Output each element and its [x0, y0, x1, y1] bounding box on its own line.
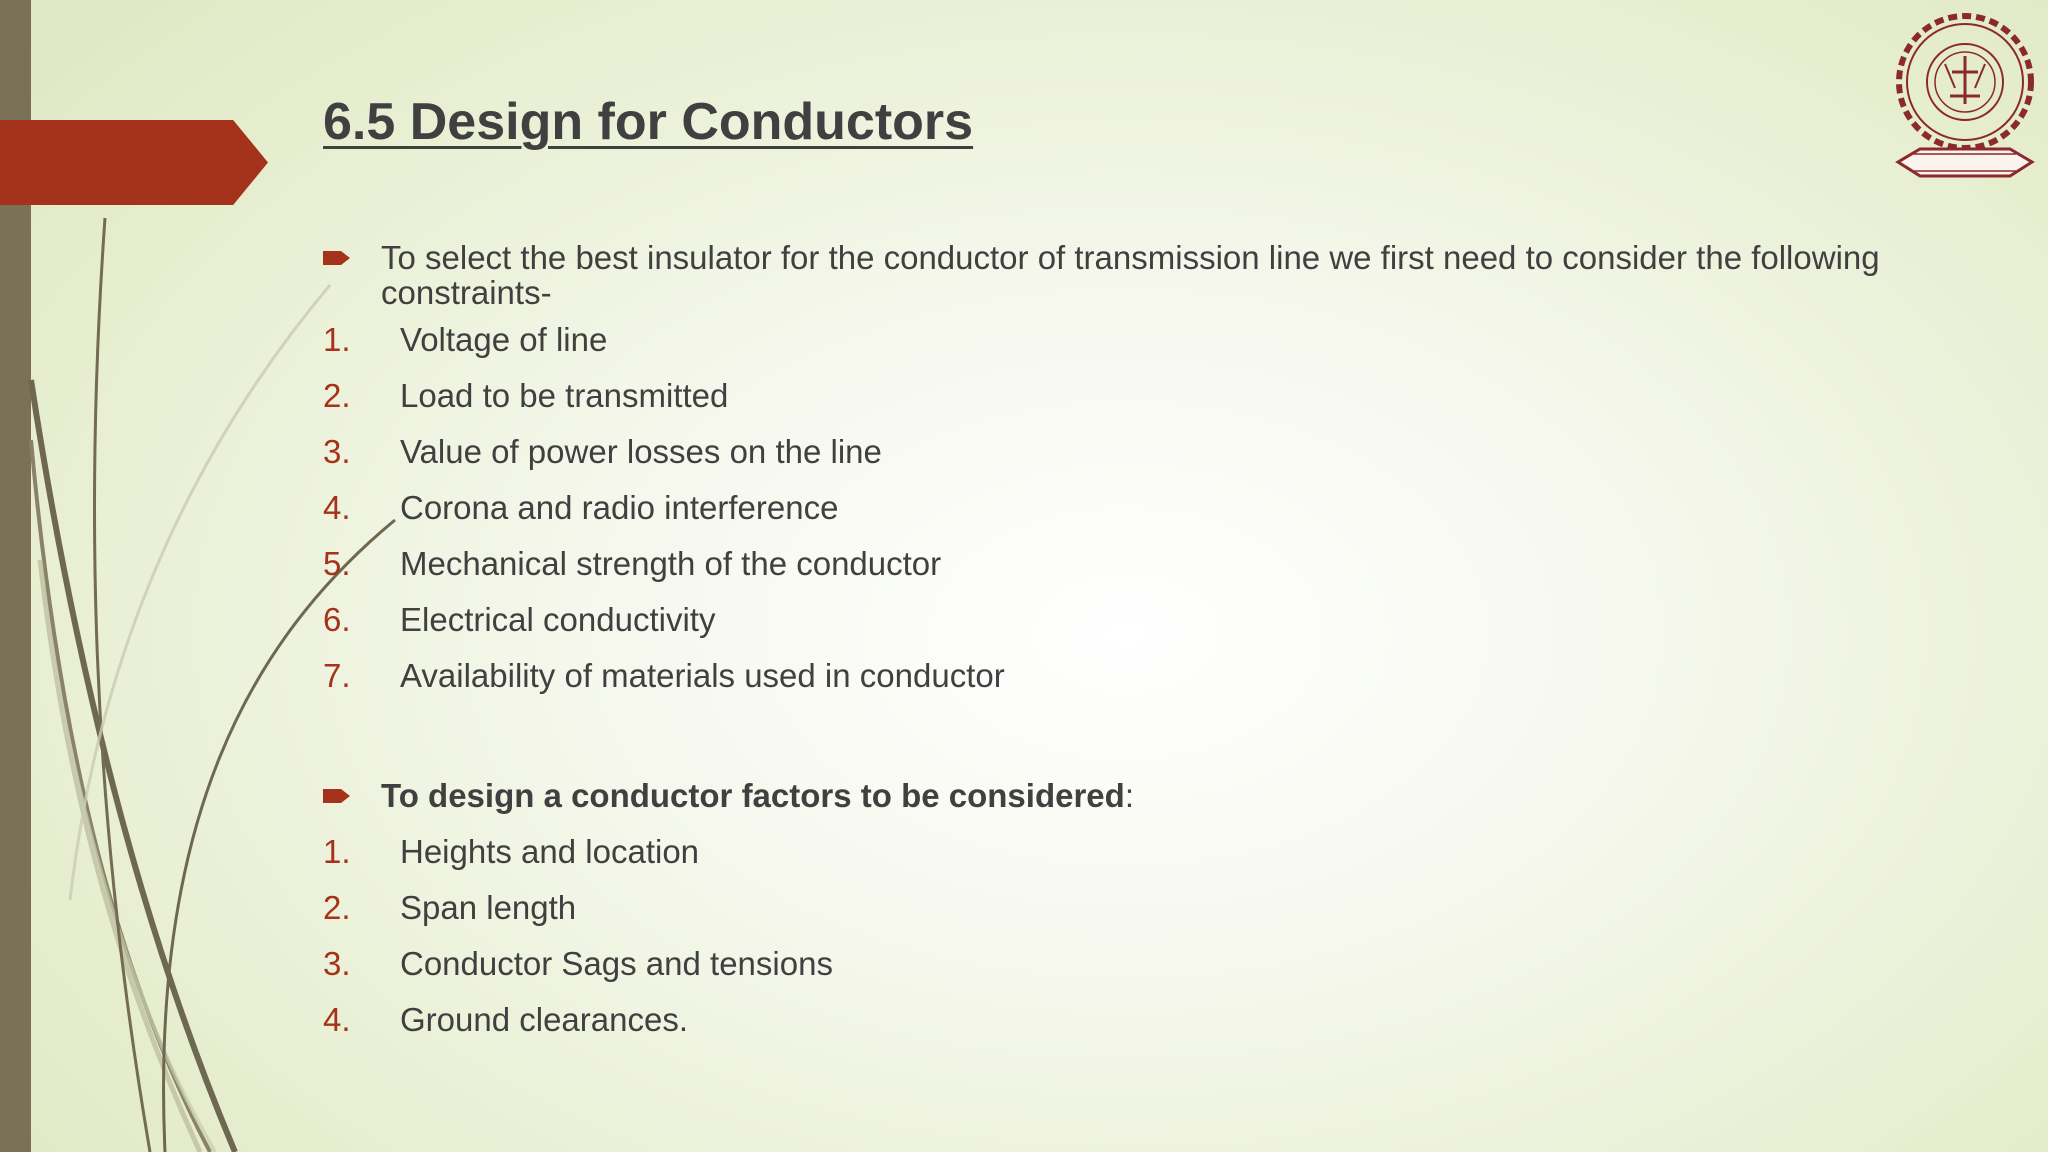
list-item-text: Availability of materials used in conductor: [400, 657, 1005, 694]
arrow-bullet-icon: [323, 788, 351, 804]
list-item: [323, 480, 1963, 536]
slide-body: [323, 240, 1963, 1048]
list-item-number: 2.: [323, 889, 351, 926]
title-accent-tab: [0, 120, 268, 205]
list-item: [323, 992, 1963, 1048]
list-item-text: Electrical conductivity: [400, 601, 716, 638]
list-item: [323, 536, 1963, 592]
list-item-number: 4.: [323, 489, 351, 526]
list-item: [323, 368, 1963, 424]
list-item-number: 4.: [323, 1001, 351, 1038]
list-item-number: 6.: [323, 601, 351, 638]
list-item-text: Mechanical strength of the conductor: [400, 545, 942, 582]
list-item: [323, 648, 1963, 704]
constraints-list: [323, 312, 1963, 704]
list-item-number: 7.: [323, 657, 351, 694]
list-item-number: 2.: [323, 377, 351, 414]
design-factors-list: [323, 824, 1963, 1048]
list-item-text: Ground clearances.: [400, 1001, 688, 1038]
design-factors-heading: To design a conductor factors to be considered: [381, 777, 1125, 814]
list-item-number: 1.: [323, 321, 351, 358]
list-item-number: 1.: [323, 833, 351, 870]
list-item-text: Corona and radio interference: [400, 489, 839, 526]
list-item-text: Heights and location: [400, 833, 700, 870]
list-item-text: Span length: [400, 889, 577, 926]
list-item-text: Value of power losses on the line: [400, 433, 882, 470]
design-factors-colon: :: [1124, 777, 1134, 814]
list-item-number: 5.: [323, 545, 351, 582]
design-factors-bullet: [323, 768, 1963, 824]
list-item-number: 3.: [323, 945, 351, 982]
list-item: [323, 880, 1963, 936]
arrow-bullet-icon: [323, 250, 351, 266]
list-item-text: Voltage of line: [400, 321, 608, 358]
list-item: [323, 424, 1963, 480]
list-item: [323, 592, 1963, 648]
constraints-intro-bullet: [323, 240, 1963, 310]
list-item: [323, 824, 1963, 880]
list-item: [323, 312, 1963, 368]
list-item: [323, 936, 1963, 992]
constraints-intro-text: To select the best insulator for the conductor of transmission line we first need to consider the following constraints-: [381, 239, 1880, 311]
list-item-number: 3.: [323, 433, 351, 470]
list-item-text: Load to be transmitted: [400, 377, 729, 414]
slide-title: 6.5 Design for Conductors: [323, 93, 974, 151]
institute-logo: [1890, 4, 2040, 188]
list-item-text: Conductor Sags and tensions: [400, 945, 833, 982]
